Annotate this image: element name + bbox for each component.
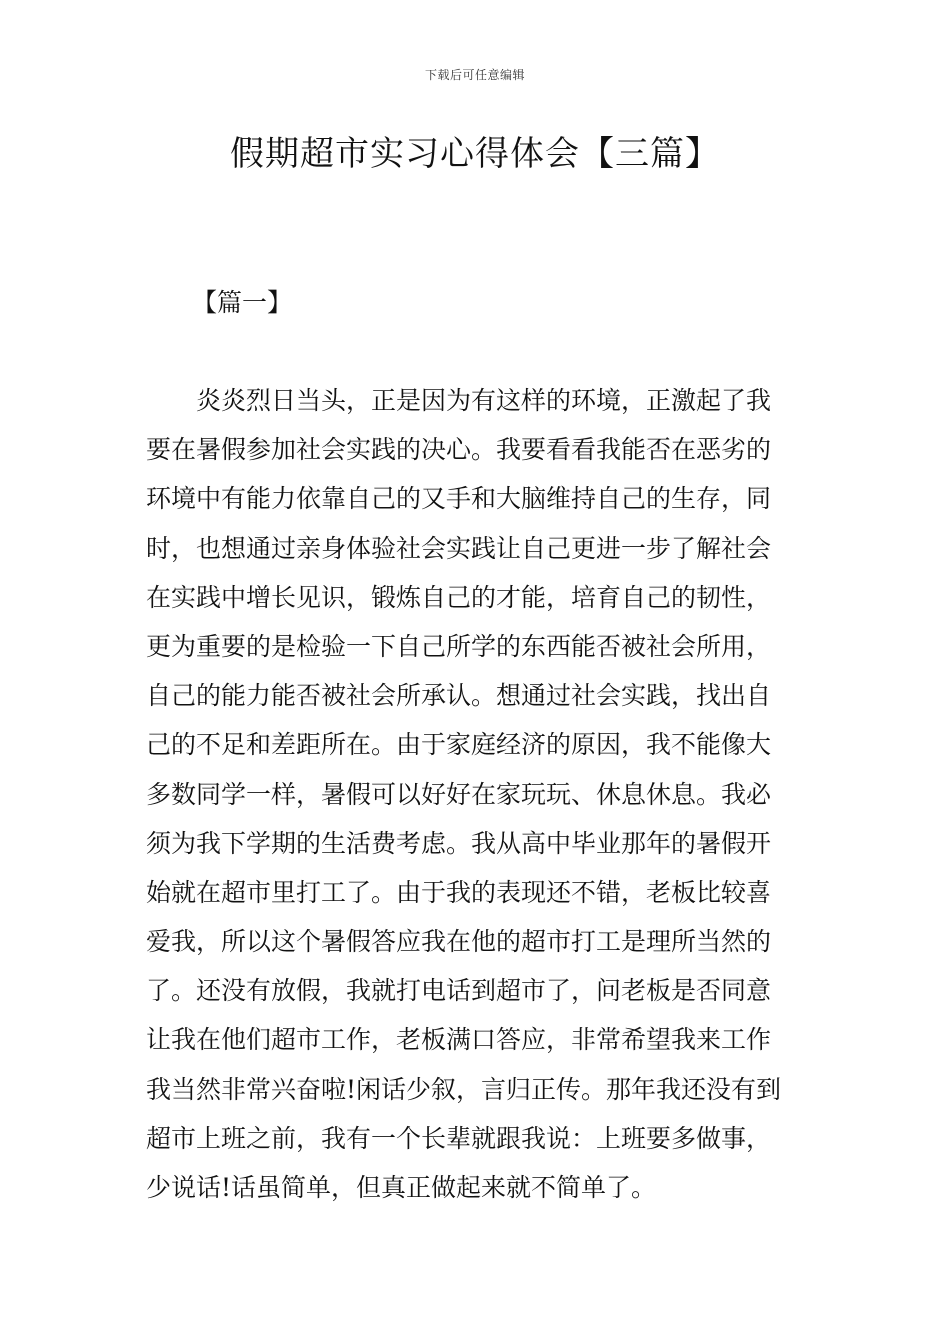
paragraph-line: 时，也想通过亲身体验社会实践让自己更进一步了解社会	[146, 533, 772, 563]
header-note: 下载后可任意编辑	[424, 68, 525, 82]
paragraph-line: 须为我下学期的生活费考虑。我从高中毕业那年的暑假开	[146, 828, 772, 858]
paragraph-line: 爱我，所以这个暑假答应我在他的超市打工是理所当然的	[146, 927, 772, 957]
paragraph-line: 自己的能力能否被社会所承认。想通过社会实践，找出自	[146, 681, 772, 711]
paragraph-line: 更为重要的是检验一下自己所学的东西能否被社会所用，	[146, 631, 772, 661]
paragraph-line: 炎炎烈日当头，正是因为有这样的环境，正激起了我	[196, 386, 772, 415]
paragraph-line: 少说话!话虽简单，但真正做起来就不简单了。	[146, 1173, 657, 1202]
paragraph-line: 在实践中增长见识，锻炼自己的才能，培育自己的韧性，	[146, 582, 772, 612]
paragraph-line: 环境中有能力依靠自己的又手和大脑维持自己的生存，同	[146, 484, 772, 514]
section-heading: 【篇一】	[192, 288, 293, 317]
paragraph-line: 始就在超市里打工了。由于我的表现还不错，老板比较喜	[146, 877, 772, 907]
paragraph-line: 超市上班之前，我有一个长辈就跟我说：上班要多做事，	[146, 1123, 772, 1153]
paragraph-line: 多数同学一样，暑假可以好好在家玩玩、休息休息。我必	[146, 779, 772, 809]
paragraph-line: 了。还没有放假，我就打电话到超市了，问老板是否同意	[146, 976, 772, 1006]
paragraph-line: 让我在他们超市工作，老板满口答应，非常希望我来工作	[146, 1025, 772, 1055]
paragraph-line: 要在暑假参加社会实践的决心。我要看看我能否在恶劣的	[146, 435, 772, 465]
document-title: 假期超市实习心得体会【三篇】	[230, 134, 720, 174]
paragraph-line: 己的不足和差距所在。由于家庭经济的原因，我不能像大	[146, 730, 772, 760]
body-paragraph	[146, 376, 806, 1212]
paragraph-line: 我当然非常兴奋啦!闲话少叙，言归正传。那年我还没有到	[146, 1074, 782, 1104]
